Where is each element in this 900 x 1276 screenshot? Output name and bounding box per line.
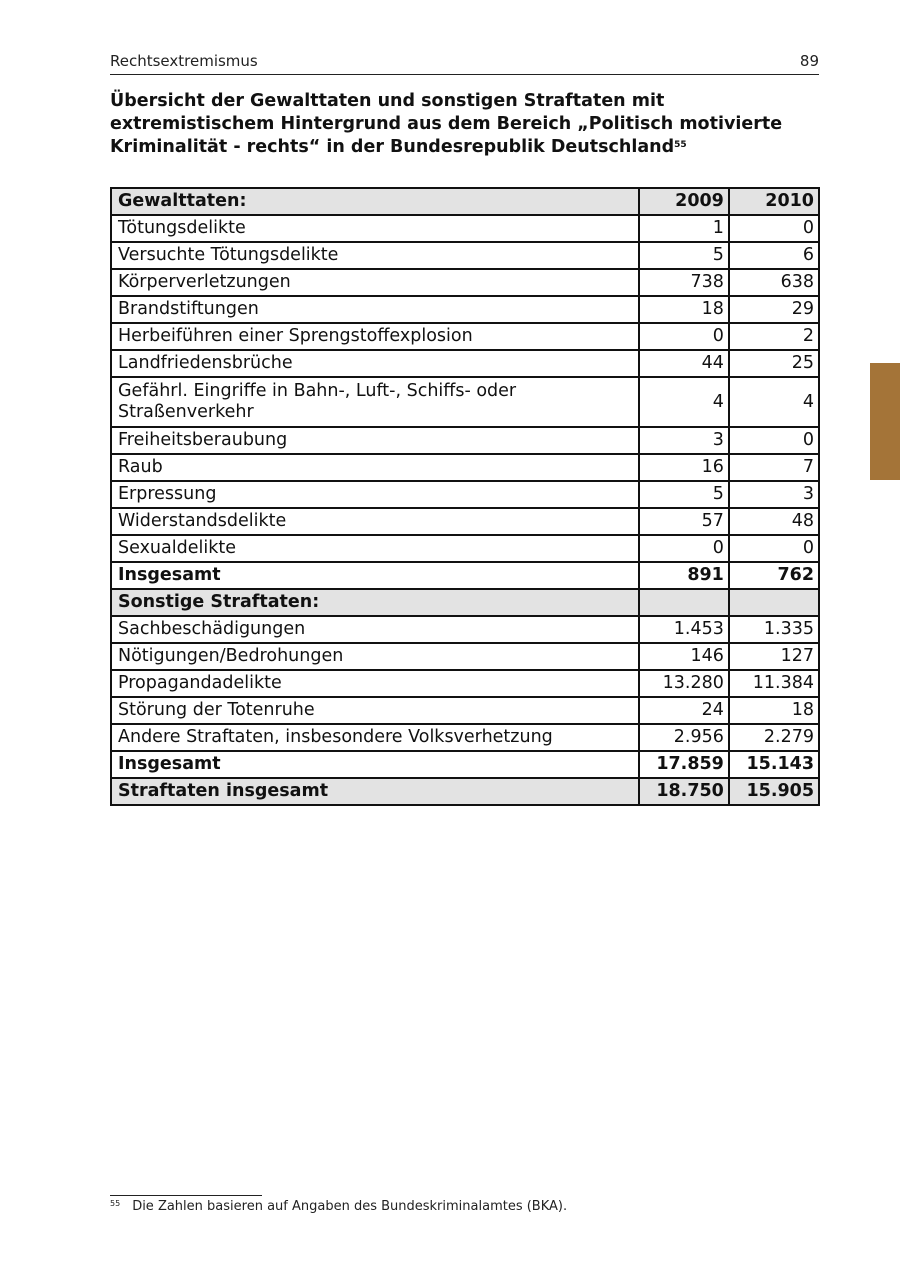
value-2009: 17.859 — [639, 751, 729, 778]
row-label: Widerstandsdelikte — [111, 508, 639, 535]
table-row — [111, 616, 819, 643]
value-2010: 3 — [729, 481, 819, 508]
row-label: Nötigungen/Bedrohungen — [111, 643, 639, 670]
table-row — [111, 643, 819, 670]
value-2009: 1 — [639, 215, 729, 242]
row-label: Gefährl. Eingriffe in Bahn-, Luft-, Schiffs- oder Straßenverkehr — [111, 377, 639, 427]
row-label: Sachbeschädigungen — [111, 616, 639, 643]
subtotal-row — [111, 562, 819, 589]
value-2009: 44 — [639, 350, 729, 377]
table-row — [111, 377, 819, 427]
value-2009: 0 — [639, 323, 729, 350]
row-label: Tötungsdelikte — [111, 215, 639, 242]
row-label: Versuchte Tötungsdelikte — [111, 242, 639, 269]
value-2010: 29 — [729, 296, 819, 323]
value-2010: 15.143 — [729, 751, 819, 778]
row-label: Herbeiführen einer Sprengstoffexplosion — [111, 323, 639, 350]
table-title — [110, 90, 810, 159]
row-label: Gewalttaten: — [111, 188, 639, 215]
footnote-number: 55 — [110, 1199, 121, 1208]
value-2010: 2010 — [729, 188, 819, 215]
table-row — [111, 427, 819, 454]
value-2009: 5 — [639, 481, 729, 508]
table-title-text: Übersicht der Gewalttaten und sonstigen Straftaten mit extremistischem Hintergrund aus dem Bereich „Politisch motivierte Kriminalität - rechts“ in der Bundesrepublik Deutschland — [110, 91, 783, 157]
table-row — [111, 535, 819, 562]
value-2010: 4 — [729, 377, 819, 427]
value-2009: 18 — [639, 296, 729, 323]
table-row — [111, 697, 819, 724]
value-2009: 4 — [639, 377, 729, 427]
value-2010 — [729, 589, 819, 616]
running-header — [110, 52, 819, 75]
value-2009: 13.280 — [639, 670, 729, 697]
value-2009: 146 — [639, 643, 729, 670]
row-label: Sexualdelikte — [111, 535, 639, 562]
page-number: 89 — [799, 52, 819, 70]
value-2009: 5 — [639, 242, 729, 269]
footnote-divider — [110, 1195, 262, 1196]
row-label: Freiheitsberaubung — [111, 427, 639, 454]
value-2010: 15.905 — [729, 778, 819, 805]
table-row — [111, 215, 819, 242]
table-row — [111, 350, 819, 377]
value-2010: 2.279 — [729, 724, 819, 751]
value-2010: 1.335 — [729, 616, 819, 643]
value-2010: 0 — [729, 535, 819, 562]
row-label: Körperverletzungen — [111, 269, 639, 296]
value-2009: 18.750 — [639, 778, 729, 805]
grand-total-row — [111, 778, 819, 805]
row-label: Landfriedensbrüche — [111, 350, 639, 377]
value-2009: 738 — [639, 269, 729, 296]
value-2010: 127 — [729, 643, 819, 670]
table-row — [111, 323, 819, 350]
value-2009: 0 — [639, 535, 729, 562]
table-row — [111, 481, 819, 508]
table-row — [111, 269, 819, 296]
value-2010: 0 — [729, 215, 819, 242]
row-label: Erpressung — [111, 481, 639, 508]
value-2010: 638 — [729, 269, 819, 296]
subtotal-row — [111, 751, 819, 778]
chapter-tab-marker — [870, 363, 900, 480]
table-row — [111, 296, 819, 323]
row-label: Insgesamt — [111, 562, 639, 589]
value-2010: 7 — [729, 454, 819, 481]
table-row — [111, 724, 819, 751]
value-2009: 3 — [639, 427, 729, 454]
footnote-reference: 55 — [674, 140, 687, 150]
value-2010: 2 — [729, 323, 819, 350]
value-2009: 16 — [639, 454, 729, 481]
value-2009 — [639, 589, 729, 616]
value-2009: 1.453 — [639, 616, 729, 643]
row-label: Straftaten insgesamt — [111, 778, 639, 805]
row-label: Propagandadelikte — [111, 670, 639, 697]
row-label: Andere Straftaten, insbesondere Volksverhetzung — [111, 724, 639, 751]
value-2010: 25 — [729, 350, 819, 377]
row-label: Störung der Totenruhe — [111, 697, 639, 724]
table-row — [111, 508, 819, 535]
running-title: Rechtsextremismus — [110, 52, 258, 70]
value-2010: 18 — [729, 697, 819, 724]
row-label: Sonstige Straftaten: — [111, 589, 639, 616]
value-2010: 11.384 — [729, 670, 819, 697]
section-header-row — [111, 589, 819, 616]
value-2009: 2009 — [639, 188, 729, 215]
value-2009: 57 — [639, 508, 729, 535]
table-row — [111, 242, 819, 269]
footnote-text: Die Zahlen basieren auf Angaben des Bundeskriminalamtes (BKA). — [132, 1199, 568, 1214]
row-label: Insgesamt — [111, 751, 639, 778]
table-header-row — [111, 188, 819, 215]
value-2009: 891 — [639, 562, 729, 589]
crime-statistics-table — [110, 187, 820, 806]
row-label: Raub — [111, 454, 639, 481]
value-2010: 762 — [729, 562, 819, 589]
value-2010: 0 — [729, 427, 819, 454]
value-2009: 24 — [639, 697, 729, 724]
value-2009: 2.956 — [639, 724, 729, 751]
value-2010: 6 — [729, 242, 819, 269]
table-row — [111, 670, 819, 697]
table-row — [111, 454, 819, 481]
row-label: Brandstiftungen — [111, 296, 639, 323]
footnote — [110, 1199, 567, 1214]
value-2010: 48 — [729, 508, 819, 535]
